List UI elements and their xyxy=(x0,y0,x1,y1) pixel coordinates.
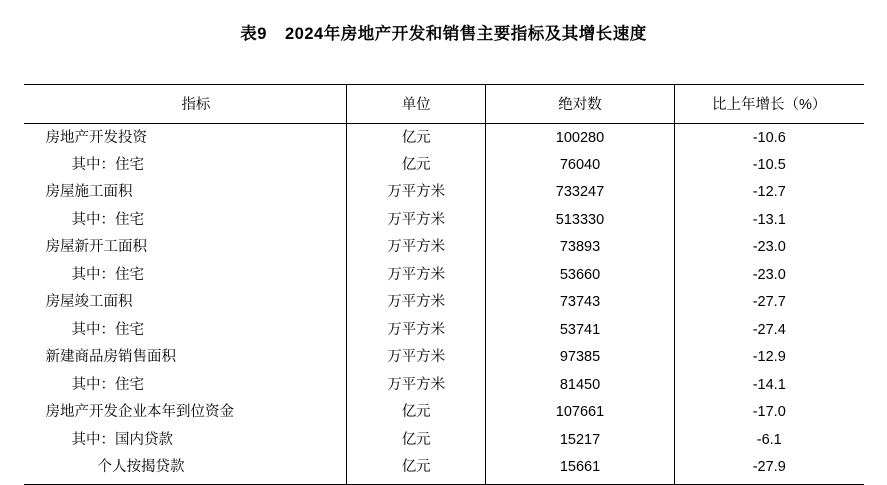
cell-absolute-value: 513330 xyxy=(485,206,674,233)
cell-indicator xyxy=(24,179,347,206)
cell-absolute-value: 15661 xyxy=(485,454,674,484)
cell-unit: 亿元 xyxy=(347,426,486,453)
cell-growth-value: -23.0 xyxy=(674,234,863,261)
indicator-label: 其中：国内贷款 xyxy=(71,431,173,448)
cell-unit: 万平方米 xyxy=(347,344,486,371)
cell-indicator xyxy=(24,234,347,261)
cell-indicator xyxy=(24,399,347,426)
cell-growth-value: -12.9 xyxy=(674,344,863,371)
cell-absolute-value: 81450 xyxy=(485,371,674,398)
cell-unit: 万平方米 xyxy=(347,179,486,206)
cell-growth-value: -27.9 xyxy=(674,454,863,484)
column-header-absolute: 绝对数 xyxy=(485,85,674,124)
indicator-label: 新建商品房销售面积 xyxy=(45,349,176,366)
cell-unit: 万平方米 xyxy=(347,234,486,261)
indicator-label: 其中：住宅 xyxy=(71,266,144,283)
cell-growth-value: -23.0 xyxy=(674,261,863,288)
indicator-label: 房屋新开工面积 xyxy=(45,239,147,256)
cell-unit: 亿元 xyxy=(347,399,486,426)
cell-absolute-value: 100280 xyxy=(485,124,674,152)
cell-absolute-value: 53660 xyxy=(485,261,674,288)
table-row xyxy=(24,151,864,178)
page-title xyxy=(0,0,887,50)
indicator-label: 房地产开发企业本年到位资金 xyxy=(45,404,234,421)
table-row xyxy=(24,371,864,398)
table-row xyxy=(24,426,864,453)
indicator-label: 房地产开发投资 xyxy=(45,129,147,146)
cell-absolute-value: 53741 xyxy=(485,316,674,343)
cell-unit: 亿元 xyxy=(347,124,486,152)
table-header-row xyxy=(24,85,864,124)
table-row xyxy=(24,454,864,484)
indicator-label: 房屋施工面积 xyxy=(45,184,133,201)
cell-growth-value: -13.1 xyxy=(674,206,863,233)
cell-indicator xyxy=(24,261,347,288)
cell-absolute-value: 73743 xyxy=(485,289,674,316)
table-row xyxy=(24,206,864,233)
indicator-label: 其中：住宅 xyxy=(71,211,144,228)
cell-absolute-value: 107661 xyxy=(485,399,674,426)
indicator-label: 其中：住宅 xyxy=(71,156,144,173)
table-row xyxy=(24,289,864,316)
table-row xyxy=(24,179,864,206)
indicator-label: 个人按揭贷款 xyxy=(97,459,185,476)
statistics-table-container xyxy=(24,50,864,485)
cell-indicator xyxy=(24,316,347,343)
cell-growth-value: -27.7 xyxy=(674,289,863,316)
cell-unit: 万平方米 xyxy=(347,316,486,343)
cell-growth-value: -14.1 xyxy=(674,371,863,398)
cell-absolute-value: 73893 xyxy=(485,234,674,261)
cell-absolute-value: 15217 xyxy=(485,426,674,453)
cell-unit: 万平方米 xyxy=(347,289,486,316)
table-body xyxy=(24,124,864,485)
column-header-indicator: 指标 xyxy=(24,85,347,124)
cell-indicator xyxy=(24,371,347,398)
table-row xyxy=(24,124,864,152)
table-row xyxy=(24,344,864,371)
cell-growth-value: -12.7 xyxy=(674,179,863,206)
cell-unit: 万平方米 xyxy=(347,371,486,398)
cell-unit: 万平方米 xyxy=(347,206,486,233)
cell-absolute-value: 76040 xyxy=(485,151,674,178)
cell-indicator xyxy=(24,151,347,178)
cell-unit: 亿元 xyxy=(347,151,486,178)
cell-absolute-value: 733247 xyxy=(485,179,674,206)
table-header xyxy=(24,85,864,124)
table-row xyxy=(24,234,864,261)
cell-absolute-value: 97385 xyxy=(485,344,674,371)
column-header-growth: 比上年增长（%） xyxy=(674,85,863,124)
cell-growth-value: -27.4 xyxy=(674,316,863,343)
table-row xyxy=(24,316,864,343)
cell-growth-value: -17.0 xyxy=(674,399,863,426)
cell-indicator xyxy=(24,344,347,371)
cell-growth-value: -10.6 xyxy=(674,124,863,152)
cell-indicator xyxy=(24,289,347,316)
cell-unit: 亿元 xyxy=(347,454,486,484)
cell-indicator xyxy=(24,454,347,484)
cell-unit: 万平方米 xyxy=(347,261,486,288)
table-row xyxy=(24,261,864,288)
indicator-label: 其中：住宅 xyxy=(71,376,144,393)
statistics-table xyxy=(24,84,864,485)
cell-growth-value: -6.1 xyxy=(674,426,863,453)
cell-growth-value: -10.5 xyxy=(674,151,863,178)
column-header-unit: 单位 xyxy=(347,85,486,124)
cell-indicator xyxy=(24,124,347,152)
table-number: 表9 xyxy=(240,25,267,43)
cell-indicator xyxy=(24,206,347,233)
indicator-label: 房屋竣工面积 xyxy=(45,294,133,311)
table-row xyxy=(24,399,864,426)
cell-indicator xyxy=(24,426,347,453)
table-title-text: 2024年房地产开发和销售主要指标及其增长速度 xyxy=(284,25,647,43)
indicator-label: 其中：住宅 xyxy=(71,321,144,338)
